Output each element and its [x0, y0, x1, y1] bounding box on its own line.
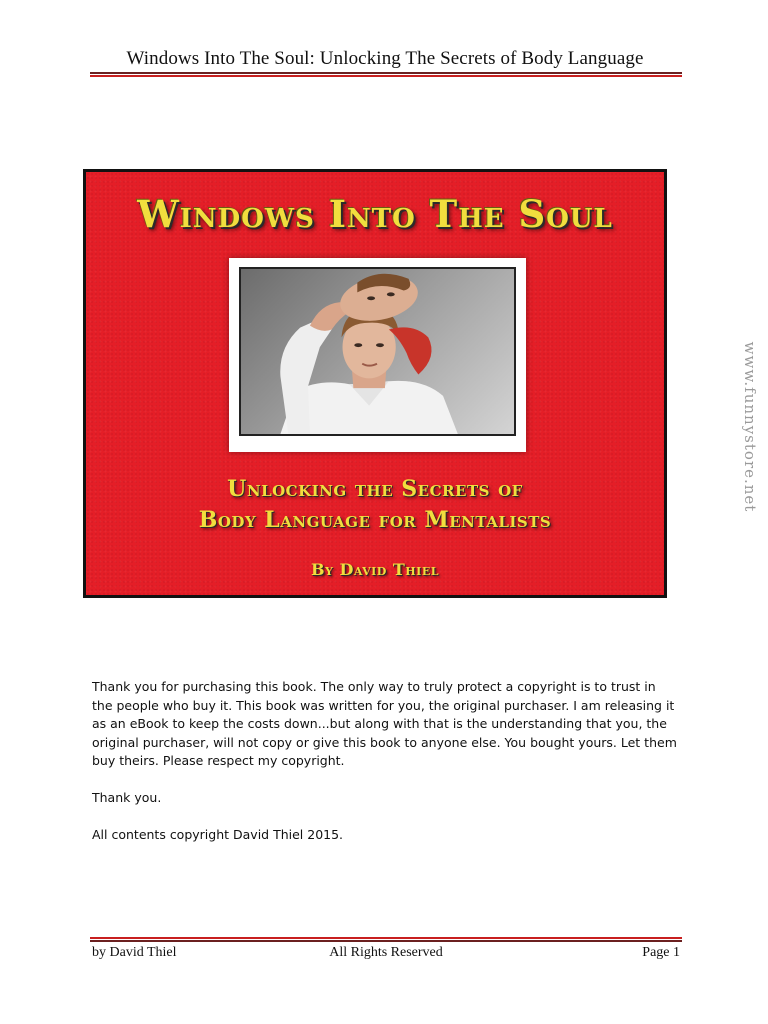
running-header: Windows Into The Soul: Unlocking The Secrets of Body Language — [126, 48, 644, 69]
man-holding-mask-illustration — [241, 269, 514, 434]
cover-photo — [239, 267, 516, 436]
side-watermark — [735, 335, 765, 520]
book-cover — [83, 169, 667, 598]
body-paragraph-thanks: Thank you. — [92, 790, 162, 805]
page-footer — [92, 945, 680, 965]
cover-subtitle — [86, 474, 664, 536]
footer-rule-dark — [90, 940, 682, 942]
header-rule-red — [90, 75, 682, 77]
cover-title: Windows Into The Soul — [137, 192, 613, 236]
cover-photo-frame — [229, 258, 526, 452]
header-rule — [90, 72, 682, 77]
body-paragraph-copyright: All contents copyright David Thiel 2015. — [92, 827, 344, 842]
cover-subtitle-line1: Unlocking the Secrets of — [227, 476, 523, 502]
body-text — [92, 678, 677, 863]
footer-page-number: Page 1 — [642, 945, 680, 960]
footer-rule — [90, 937, 682, 942]
cover-subtitle-line2: Body Language for Mentalists — [198, 507, 552, 533]
footer-rights: All Rights Reserved — [329, 945, 443, 960]
body-paragraph-copyright-note: Thank you for purchasing this book. The only way to truly protect a copyright is to trust in the people who buy it. This book was written for you, the original purchaser. I am releasing it as an eBook to keep the costs down...but along with that is the understanding that you, the original purchaser, will not copy or give this book to anyone else. You bought yours. Let them buy theirs. Please respect my copyright. — [92, 679, 677, 768]
footer-author: by David Thiel — [92, 945, 177, 960]
watermark-text: www.funnystore.net — [741, 341, 759, 513]
cover-byline: By David Thiel — [311, 560, 439, 579]
